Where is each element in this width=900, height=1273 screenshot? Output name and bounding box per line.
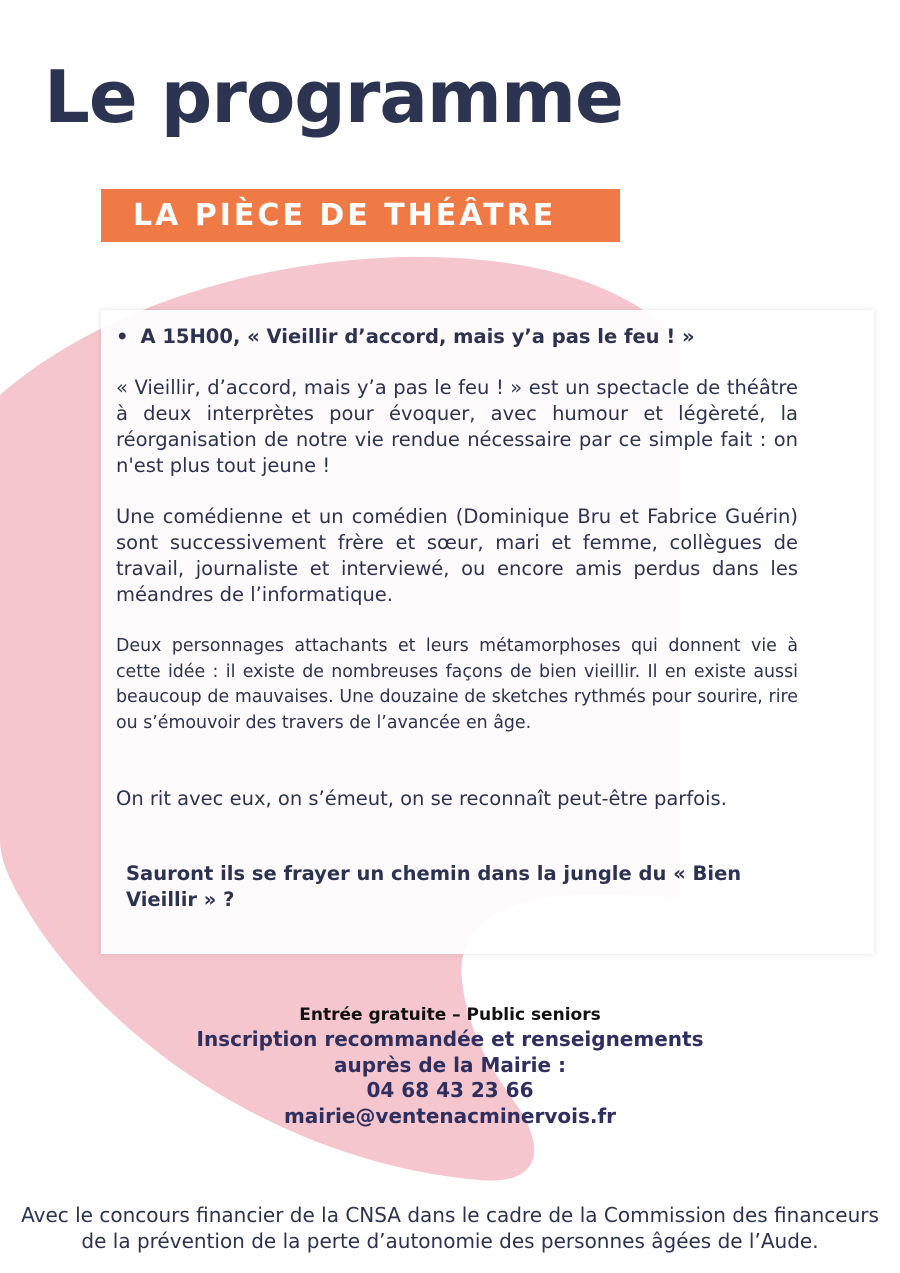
section-banner bbox=[101, 189, 620, 242]
registration-line: Inscription recommandée et renseignements bbox=[196, 1027, 704, 1051]
registration-info bbox=[0, 1003, 900, 1129]
page-title: Le programme bbox=[44, 55, 623, 139]
entry-info: Entrée gratuite – Public seniors bbox=[299, 1005, 601, 1025]
event-heading bbox=[116, 324, 798, 350]
program-card bbox=[101, 310, 874, 954]
section-banner-label: LA PIÈCE DE THÉÂTRE bbox=[133, 198, 557, 233]
email-address[interactable]: mairie@ventenacminervois.fr bbox=[283, 1103, 617, 1128]
footer-line-2: de la prévention de la perte d’autonomie des personnes âgées de l’Aude. bbox=[81, 1229, 819, 1253]
footer-line-1: Avec le concours financier de la CNSA dans le cadre de la Commission des financeurs bbox=[21, 1203, 879, 1227]
paragraph-laugh: On rit avec eux, on s’émeut, on se reconnaît peut-être parfois. bbox=[116, 787, 727, 810]
mairie-line: auprès de la Mairie : bbox=[333, 1052, 566, 1077]
phone-number: 04 68 43 23 66 bbox=[366, 1078, 534, 1102]
funding-footer bbox=[0, 1202, 900, 1254]
closing-question: Sauront ils se frayer un chemin dans la jungle du « Bien Vieillir » ? bbox=[126, 862, 742, 911]
paragraph-cast: Une comédienne et un comédien (Dominique Bru et Fabrice Guérin) sont successivement frère et sœur, mari et femme, collègues de travail, journaliste et interviewé, ou encore amis perdus dans les méandres de l’informatique. bbox=[116, 505, 798, 606]
event-heading-text: A 15H00, « Vieillir d’accord, mais y’a pas le feu ! » bbox=[140, 325, 695, 348]
paragraph-characters: Deux personnages attachants et leurs métamorphoses qui donnent vie à cette idée : il existe de nombreuses façons de bien vieillir. Il en existe aussi beaucoup de mauvaises. Une douzaine de sketches rythmés pour sourire, rire ou s’émouvoir des travers de l’avancée en âge. bbox=[116, 636, 798, 733]
bullet-icon: • bbox=[116, 325, 129, 348]
paragraph-description: « Vieillir, d’accord, mais y’a pas le feu ! » est un spectacle de théâtre à deux interprètes pour évoquer, avec humour et légèreté, la réorganisation de notre vie rendue nécessaire par ce simple fait : on n'est plus tout jeune ! bbox=[116, 376, 798, 477]
